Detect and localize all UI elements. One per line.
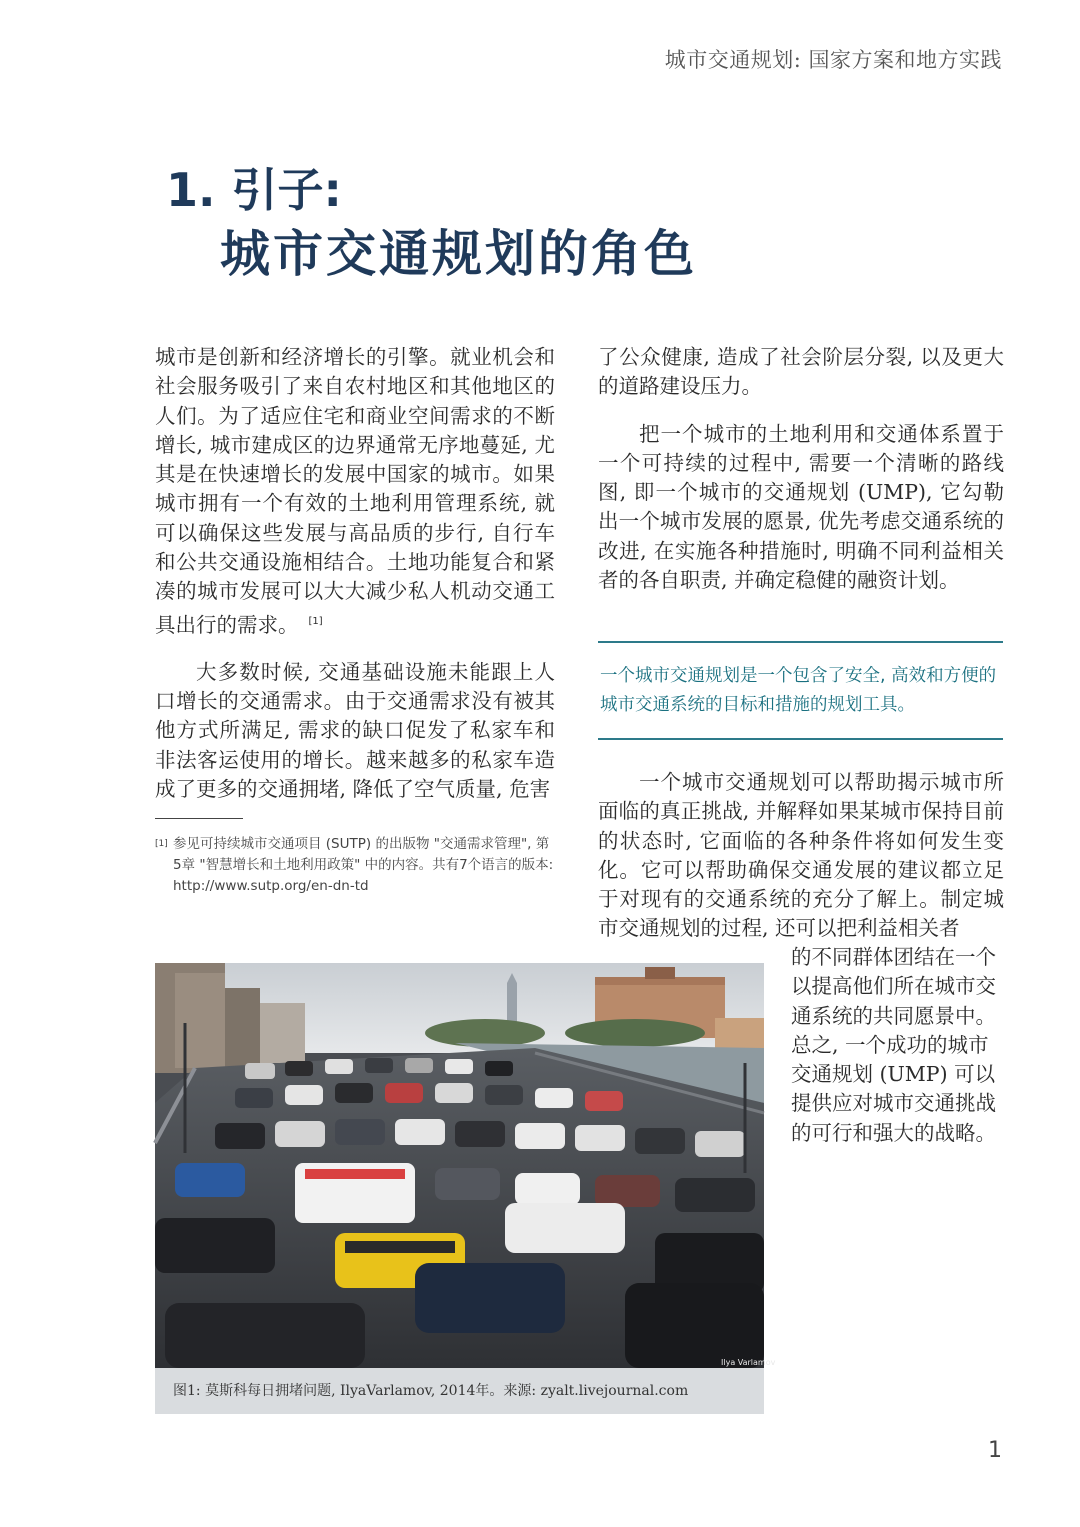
footnote-text: 参见可持续城市交通项目 (SUTP) 的出版物 "交通需求管理", 第5章 "智慧增长和土地利用政策" 中的内容。共有7个语言的版本: http://www.sutp.org/en-dn-td — [173, 836, 554, 894]
footnote-divider — [155, 818, 243, 819]
footnote-reference[interactable]: [1] — [308, 615, 323, 627]
pullquote: 一个城市交通规划是一个包含了安全, 高效和方便的城市交通系统的目标和措施的规划工具。 — [600, 666, 997, 715]
right-paragraph-3: 一个城市交通规划可以帮助揭示城市所面临的真正挑战, 并解释如果某城市保持目前的状态时, 它面临的各种条件将如何发生变化。它可以帮助确保交通发展的建议都立足于对现有的交通系统的充分了解上。制定城市交通规划的过程, 还可以把利益相关者 — [598, 770, 1004, 941]
footnote — [155, 834, 555, 897]
pullquote-top-rule — [598, 641, 1003, 643]
page-number: 1 — [988, 1438, 1002, 1463]
pullquote-bottom-rule — [598, 738, 1003, 740]
chapter-title — [166, 158, 697, 286]
right-paragraph-1: 了公众健康, 造成了社会阶层分裂, 以及更大的道路建设压力。 — [598, 345, 1004, 399]
chapter-title-line2: 城市交通规划的角色 — [220, 225, 697, 283]
left-paragraph-2: 大多数时候, 交通基础设施未能跟上人口增长的交通需求。由于交通需求没有被其他方式所满足, 需求的缺口促发了私家车和非法客运使用的增长。越来越多的私家车造成了更多的交通拥堵, 降低了空气质量, 危害 — [155, 659, 555, 801]
chapter-title-line1: 1. 引子: — [166, 163, 342, 217]
running-header: 城市交通规划: 国家方案和地方实践 — [664, 48, 1002, 72]
left-column — [155, 343, 555, 822]
left-paragraph-1: 城市是创新和经济增长的引擎。就业机会和社会服务吸引了来自农村地区和其他地区的人们。为了适应住宅和商业空间需求的不断增长, 城市建成区的边界通常无序地蔓延, 尤其是在快速增长的发展中国家的城市。如果城市拥有一个有效的土地利用管理系统, 就可以确保这些发展与高品质的步行, 自行车和公共交通设施相结合。土地功能复合和紧凑的城市发展可以大大减少私人机动交通工具出行的需求。 [1] — [155, 345, 555, 637]
traffic-photo — [155, 963, 776, 1368]
right-column-top — [598, 343, 1004, 613]
right-paragraph-2: 把一个城市的土地利用和交通体系置于一个可持续的过程中, 需要一个清晰的路线图, 即一个城市的交通规划 (UMP), 它勾勒出一个城市发展的愿景, 优先考虑交通系统的改进, 在实施各种措施时, 明确不同利益相关者的各自职责, 并确定稳健的融资计划。 — [598, 421, 1004, 593]
right-paragraph-3-wrap: 的不同群体团结在一个以提高他们所在城市交通系统的共同愿景中。总之, 一个成功的城市交通规划 (UMP) 可以提供应对城市交通挑战的可行和强大的战略。 — [791, 945, 996, 1145]
footnote-mark: [1] — [155, 839, 168, 849]
right-column-bottom — [598, 768, 1004, 962]
traffic-jam-image — [155, 963, 776, 1368]
photo-watermark: Ilya Varlamov — [721, 1358, 776, 1367]
figure-caption: 图1: 莫斯科每日拥堵问题, IlyaVarlamov, 2014年。来源: zyalt.livejournal.com — [155, 1368, 764, 1414]
